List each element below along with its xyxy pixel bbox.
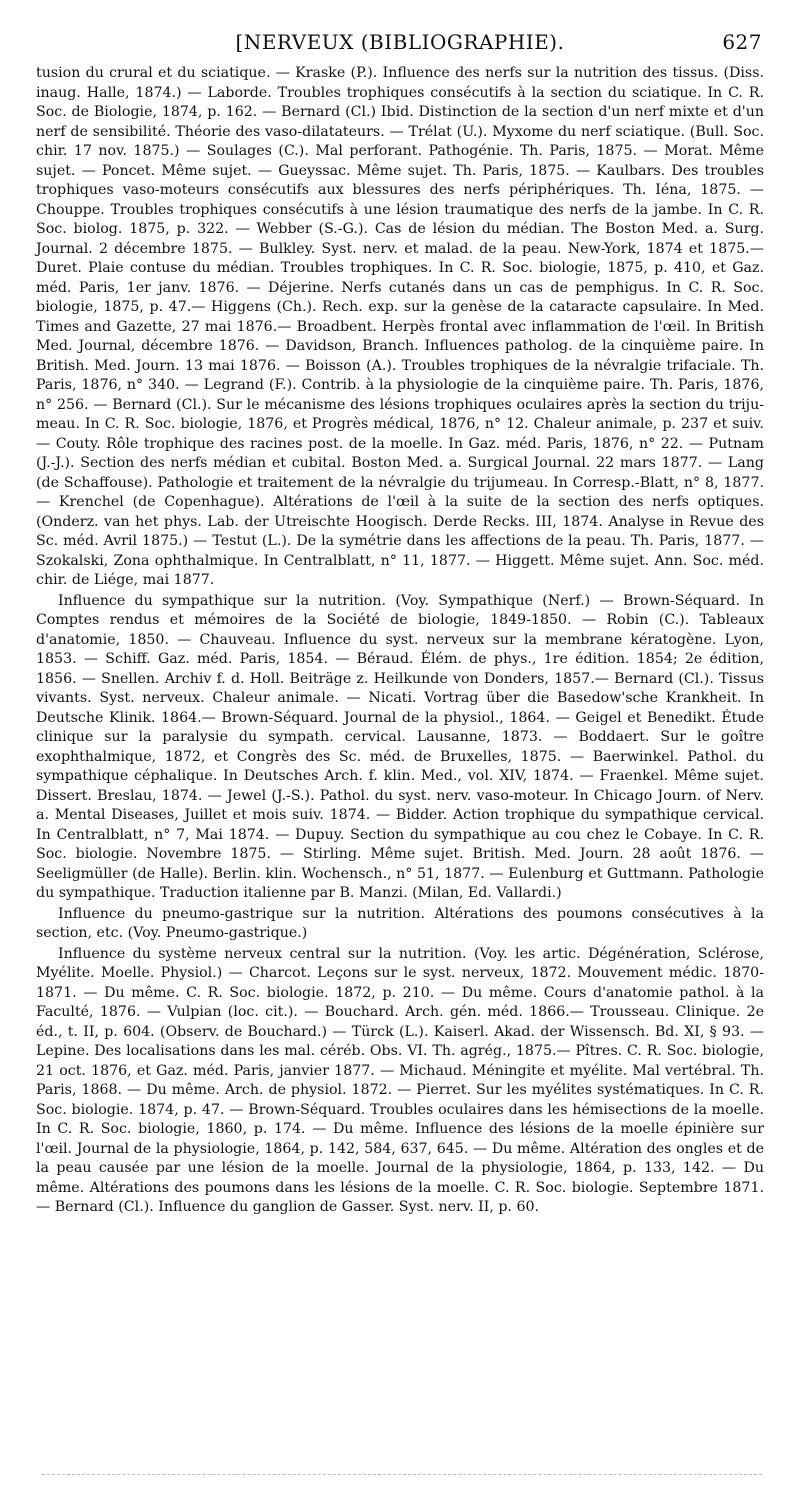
page-header <box>36 30 764 56</box>
bibliography-paragraph: Influence du système nerveux central sur la nutrition. (Voy. les artic. Dégénération, Sclérose, Myélite. Moelle. Physiol.) — Charcot. Leçons sur le syst. nerveux, 1872. Mouvement médic. 1870-1871. — Du même. C. R. Soc. biologie. 1872, p. 210. — Du même. Cours d'anatomie pathol. à la Faculté, 1876. — Vulpian (loc. cit.). — Bouchard. Arch. gén. méd. 1866.— Trousseau. Clinique. 2e éd., t. II, p. 604. (Observ. de Bouchard.) — Türck (L.). Kaiserl. Akad. der Wissensch. Bd. XI, § 93. — Lepine. Des localisations dans les mal. céréb. Obs. VI. Th. agrég., 1875.— Pîtres. C. R. Soc. biologie, 21 oct. 1876, et Gaz. méd. Paris, janvier 1877. — Michaud. Méningite et myélite. Mal vertébral. Th. Paris, 1868. — Du même. Arch. de physiol. 1872. — Pierret. Sur les myélites systématiques. In C. R. Soc. biologie. 1874, p. 47. — Brown-Séquard. Troubles oculaires dans les hémisections de la moelle. In C. R. Soc. biologie, 1860, p. 174. — Du même. Influence des lésions de la moelle épinière sur l'œil. Journal de la physiologie, 1864, p. 142, 584, 637, 645. — Du même. Altération des ongles et de la peau causée par une lésion de la moelle. Journal de la physiologie, 1864, p. 133, 142. — Du même. Altérations des poumons dans les lésions de la moelle. C. R. Soc. biologie. Septembre 1871. — Bernard (Cl.). Influence du ganglion de Gasser. Syst. nerv. II, p. 60. <box>36 945 764 1215</box>
bibliography-paragraph: tusion du crural et du sciatique. — Kraske (P.). Influence des nerfs sur la nutrition des tissus. (Diss. inaug. Halle, 1874.) — Laborde. Troubles trophiques consécutifs à la section du sciatique. In C. R. Soc. de Biologie, 1874, p. 162. — Bernard (Cl.) Ibid. Distinction de la section d'un nerf mixte et d'un nerf de sensibilité. Théorie des vaso-dilatateurs. — Trélat (U.). Myxome du nerf sciatique. (Bull. Soc. chir. 17 nov. 1875.) — Soulages (C.). Mal perforant. Pathogénie. Th. Paris, 1875. — Morat. Même sujet. — Poncet. Même sujet. — Gueyssac. Même sujet. Th. Paris, 1875. — Kaulbars. Des troubles trophiques vaso-moteurs consécutifs aux blessures des nerfs périphériques. Th. Iéna, 1875. — Chouppe. Troubles trophiques consécutifs à une lésion traumatique des nerfs de la jambe. In C. R. Soc. biolog. 1875, p. 322. — Webber (S.-G.). Cas de lésion du médian. The Boston Med. a. Surg. Journal. 2 décembre 1875. — Bulkley. Syst. nerv. et malad. de la peau. New-York, 1874 et 1875.— Duret. Plaie contuse du médian. Troubles trophiques. In C. R. Soc. biologie, 1875, p. 410, et Gaz. méd. Paris, 1er janv. 1876. — Déjerine. Nerfs cutanés dans un cas de pemphigus. In C. R. Soc. biologie, 1875, p. 47.— Higgens (Ch.). Rech. exp. sur la genèse de la cataracte capsulaire. In Med. Times and Gazette, 27 mai 1876.— Broadbent. Herpès frontal avec inflammation de l'œil. In British Med. Journal, décembre 1876. — Davidson, Branch. Influences patholog. de la cinquième paire. In British. Med. Journ. 13 mai 1876. — Boisson (A.). Troubles trophiques de la névralgie trifaciale. Th. Paris, 1876, n° 340. — Legrand (F.). Contrib. à la physiologie de la cinquième paire. Th. Paris, 1876, n° 256. — Bernard (Cl.). Sur le mécanisme des lésions trophiques oculaires après la section du triju-meau. In C. R. Soc. biologie, 1876, et Progrès médical, 1876, n° 12. Chaleur animale, p. 237 et suiv. — Couty. Rôle trophique des racines post. de la moelle. In Gaz. méd. Paris, 1876, n° 22. — Putnam (J.-J.). Section des nerfs médian et cubital. Boston Med. a. Surgical Journal. 22 mars 1877. — Lang (de Schaffouse). Pathologie et traitement de la névralgie du trijumeau. In Corresp.-Blatt, n° 8, 1877. — Krenchel (de Copenhague). Altérations de l'œil à la suite de la section des nerfs optiques. (Onderz. van het phys. Lab. der Utreischte Hoogisch. Derde Recks. III, 1874. Analyse in Revue des Sc. méd. Avril 1875.) — Testut (L.). De la symétrie dans les affections de la peau. Th. Paris, 1877. — Szokalski, Zona ophthalmique. In Centralblatt, n° 11, 1877. — Higgett. Même sujet. Ann. Soc. méd. chir. de Liége, mai 1877. <box>36 65 764 588</box>
bibliography-paragraph: Influence du sympathique sur la nutrition. (Voy. Sympathique (Nerf.) — Brown-Séquard. In Comptes rendus et mémoires de la Société de biologie, 1849-1850. — Robin (C.). Tableaux d'anatomie, 1850. — Chauveau. Influence du syst. nerveux sur la membrane kératogène. Lyon, 1853. — Schiff. Gaz. méd. Paris, 1854. — Béraud. Élém. de phys., 1re édition. 1854; 2e édition, 1856. — Snellen. Archiv f. d. Holl. Beiträge z. Heilkunde von Donders, 1857.— Bernard (Cl.). Tissus vivants. Syst. nerveux. Chaleur animale. — Nicati. Vortrag über die Basedow'sche Krankheit. In Deutsche Klinik. 1864.— Brown-Séquard. Journal de la physiol., 1864. — Geigel et Benedikt. Étude clinique sur la paralysie du sympath. cervical. Lausanne, 1873. — Boddaert. Sur le goître exophthalmique, 1872, et Congrès des Sc. méd. de Bruxelles, 1875. — Baerwinkel. Pathol. du sympathique céphalique. In Deutsches Arch. f. klin. Med., vol. XIV, 1874. — Fraenkel. Même sujet. Dissert. Breslau, 1874. — Jewel (J.-S.). Pathol. du syst. nerv. vaso-moteur. In Chicago Journ. of Nerv. a. Mental Diseases, Juillet et mois suiv. 1874. — Bidder. Action trophique du sympathique cervical. In Centralblatt, n° 7, Mai 1874. — Dupuy. Section du sympathique au cou chez le Cobaye. In C. R. Soc. biologie. Novembre 1875. — Stirling. Même sujet. British. Med. Journ. 28 août 1876. — Seeligmüller (de Halle). Berlin. klin. Wochensch., n° 51, 1877. — Eulenburg et Guttmann. Pathologie du sympathique. Traduction italienne par B. Manzi. (Milan, Ed. Vallardi.) <box>36 592 764 901</box>
page-number: 627 <box>722 30 762 54</box>
running-title: [NERVEUX (BIBLIOGRAPHIE). <box>235 30 565 54</box>
bibliography-paragraph: Influence du pneumo-gastrique sur la nutrition. Altérations des poumons consécutives à la section, etc. (Voy. Pneumo-gastrique.) <box>36 905 764 941</box>
bibliography-body <box>36 64 764 1218</box>
bottom-divider <box>42 1474 762 1475</box>
